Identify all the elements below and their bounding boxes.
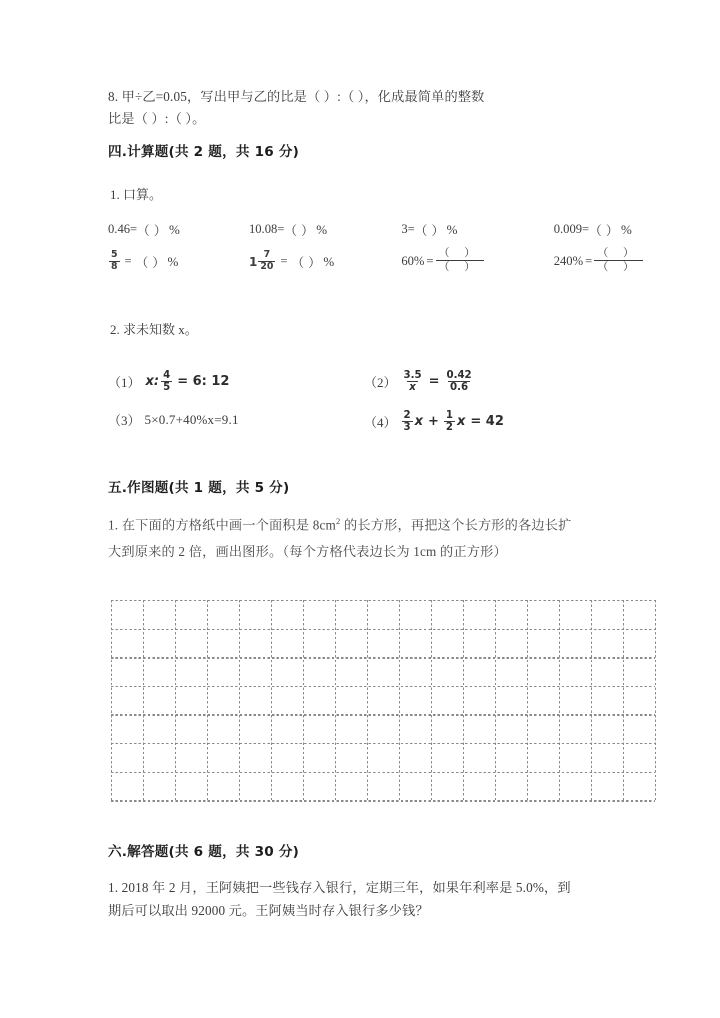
oral-item-8-eq: = — [585, 254, 593, 269]
question-8-line-2: 比是（ ）:（ ）。 — [108, 111, 206, 126]
grid-line-vertical — [559, 600, 560, 800]
fraction-numerator: 7 — [263, 249, 271, 261]
grid-line-horizontal — [111, 714, 655, 715]
oral-item-4 — [554, 220, 668, 239]
drawing-question-text-b: 的长方形，再把这个长方形的各边长扩 — [340, 517, 572, 533]
section-4-q2-label: 2. 求未知数 x。 — [110, 322, 198, 337]
oral-item-5 — [108, 251, 249, 273]
equation-4-var-1: x — [414, 414, 423, 430]
fraction-numerator: 2 — [403, 409, 411, 421]
mixed-whole-part: 1 — [248, 254, 258, 269]
fraction-numerator: 5 — [111, 249, 118, 261]
fraction-numerator: 1 — [445, 409, 453, 421]
grid-line-horizontal — [111, 772, 655, 773]
drawing-question-line-2: 大到原来的 2 倍，画出图形。（每个方格代表边长为 1cm 的正方形） — [108, 544, 507, 560]
oral-item-2-lhs: 10.08= — [248, 222, 285, 236]
fraction-denominator: x — [409, 381, 416, 393]
fraction-denominator-blank: （ ） — [436, 260, 485, 273]
oral-item-8 — [554, 249, 668, 274]
oral-item-4-unit: % — [621, 221, 632, 237]
equation-3-expression: 5×0.7+40%x=9.1 — [144, 411, 239, 427]
oral-item-2-unit: % — [316, 221, 328, 237]
fraction-four-fifths — [161, 370, 172, 394]
grid-line-vertical — [143, 600, 144, 800]
equation-3-number: （3） — [108, 413, 141, 428]
oral-item-4-blank: （ ） — [589, 224, 619, 238]
fraction-denominator: 8 — [111, 260, 118, 272]
equation-3 — [108, 410, 364, 429]
equation-2-equals: = — [428, 374, 440, 390]
oral-item-5-unit: % — [167, 253, 179, 269]
fraction-denominator: 5 — [163, 381, 171, 393]
section-4-heading: 四.计算题(共 2 题，共 16 分) — [108, 144, 300, 160]
grid-paper[interactable] — [111, 600, 655, 800]
fraction-right-proportion — [444, 370, 473, 394]
oral-item-3 — [401, 220, 553, 239]
oral-item-3-blank: （ ） — [414, 224, 445, 238]
grid-line-vertical — [495, 600, 496, 800]
fraction-denominator-blank: （ ） — [594, 260, 643, 273]
oral-item-5-blank: （ ） — [135, 256, 166, 271]
drawing-question-line-1 — [108, 508, 660, 538]
equation-row-1 — [108, 370, 656, 410]
grid-line-vertical — [431, 600, 432, 800]
fraction-numerator-blank: （ ） — [597, 247, 640, 259]
grid-line-vertical — [335, 600, 336, 800]
grid-line-vertical — [175, 600, 176, 800]
equation-1-lhs: x: — [145, 374, 160, 390]
grid-line-vertical — [463, 600, 464, 800]
oral-item-1-unit: % — [169, 221, 180, 237]
equation-4-var-2: x — [457, 414, 466, 430]
grid-line-horizontal — [111, 657, 655, 658]
grid-line-vertical — [367, 600, 368, 800]
fraction-one-half — [444, 410, 455, 434]
grid-line-vertical — [399, 600, 400, 800]
mixed-number-one-seven-twentieths — [249, 251, 276, 273]
oral-item-7 — [401, 249, 553, 274]
answer-question-line-2: 期后可以取出 92000 元。王阿姨当时存入银行多少钱？ — [108, 903, 429, 918]
answer-question-line-1: 1. 2018 年 2 月，王阿姨把一些钱存入银行，定期三年，如果年利率是 5.0%，到 — [108, 880, 571, 895]
fraction-numerator: 4 — [163, 369, 171, 381]
grid-line-horizontal — [111, 800, 655, 801]
equation-4-number: （4） — [364, 415, 397, 431]
page-content — [108, 0, 656, 918]
oral-item-3-lhs: 3= — [401, 222, 415, 236]
section-6-question-1 — [108, 876, 660, 922]
oral-item-6-eq: = — [280, 254, 288, 269]
section-5-question-1 — [108, 508, 660, 565]
oral-item-2-blank: （ ） — [284, 224, 315, 238]
equation-4 — [364, 410, 508, 434]
fraction-denominator: 2 — [445, 421, 453, 433]
oral-item-7-lhs: 60% — [401, 254, 425, 269]
oral-item-6 — [249, 251, 401, 273]
equation-4-expression — [401, 410, 508, 434]
fraction-numerator: 3.5 — [403, 369, 422, 381]
equation-2-number: （2） — [364, 375, 397, 391]
fraction-numerator: 0.42 — [446, 369, 472, 381]
grid-line-vertical — [239, 600, 240, 800]
section-4-q1-label: 1. 口算。 — [110, 187, 163, 202]
oral-item-7-eq: = — [426, 254, 434, 269]
fraction-denominator: 0.6 — [450, 381, 469, 393]
equation-1-expression — [145, 370, 234, 394]
grid-line-vertical — [207, 600, 208, 800]
oral-calculation-block — [108, 220, 668, 274]
fraction-numerator-blank: （ ） — [438, 247, 482, 259]
section-6-heading: 六.解答题(共 6 题，共 30 分) — [108, 844, 300, 860]
grid-line-horizontal — [111, 686, 655, 687]
equation-1 — [108, 370, 364, 394]
grid-line-horizontal — [111, 743, 655, 744]
oral-item-1-blank: （ ） — [137, 224, 167, 238]
grid-line-horizontal — [111, 600, 655, 601]
oral-item-2 — [249, 220, 401, 239]
mixed-fraction-part — [258, 250, 275, 272]
square-unit-superscript: 2 — [336, 516, 341, 526]
question-8-line-1: 8. 甲÷乙=0.05，写出甲与乙的比是（ ）:（ ），化成最简单的整数 — [108, 89, 485, 104]
grid-line-vertical — [591, 600, 592, 800]
equation-1-number: （1） — [108, 375, 141, 391]
grid-line-vertical — [271, 600, 272, 800]
equation-2-expression — [401, 370, 475, 394]
fraction-denominator: 3 — [403, 421, 411, 433]
grid-line-vertical — [623, 600, 624, 800]
blank-fraction-60pct — [436, 248, 485, 273]
oral-item-8-lhs: 240% — [553, 254, 584, 269]
fraction-five-eighths — [109, 250, 120, 272]
equation-1-rhs: = 6: 12 — [177, 374, 230, 390]
oral-item-3-unit: % — [446, 221, 458, 237]
question-8 — [108, 86, 656, 130]
blank-fraction-240pct — [594, 248, 643, 273]
oral-row-1 — [108, 220, 668, 239]
grid-line-vertical — [527, 600, 528, 800]
oral-item-1-lhs: 0.46= — [108, 222, 138, 236]
oral-item-6-unit: % — [323, 253, 335, 269]
grid-line-vertical — [655, 600, 656, 800]
equation-4-rhs: = 42 — [470, 414, 504, 430]
fraction-left-proportion — [402, 370, 424, 394]
oral-item-5-eq: = — [124, 254, 132, 269]
grid-paper-container — [111, 600, 655, 800]
section-5-heading: 五.作图题(共 1 题，共 5 分) — [108, 480, 290, 496]
drawing-question-text-a: 1. 在下面的方格纸中画一个面积是 8cm — [108, 517, 337, 533]
equation-2 — [364, 370, 475, 394]
fraction-denominator: 20 — [260, 260, 274, 272]
equation-row-2 — [108, 410, 656, 450]
equations-block — [108, 370, 656, 450]
grid-line-horizontal — [111, 629, 655, 630]
equation-4-plus: + — [428, 414, 439, 430]
oral-row-2 — [108, 249, 668, 274]
fraction-two-thirds — [402, 410, 413, 434]
grid-line-vertical — [303, 600, 304, 800]
oral-item-1 — [108, 220, 249, 239]
oral-item-6-blank: （ ） — [291, 256, 322, 271]
grid-line-vertical — [111, 600, 112, 800]
oral-item-4-lhs: 0.009= — [553, 222, 590, 236]
